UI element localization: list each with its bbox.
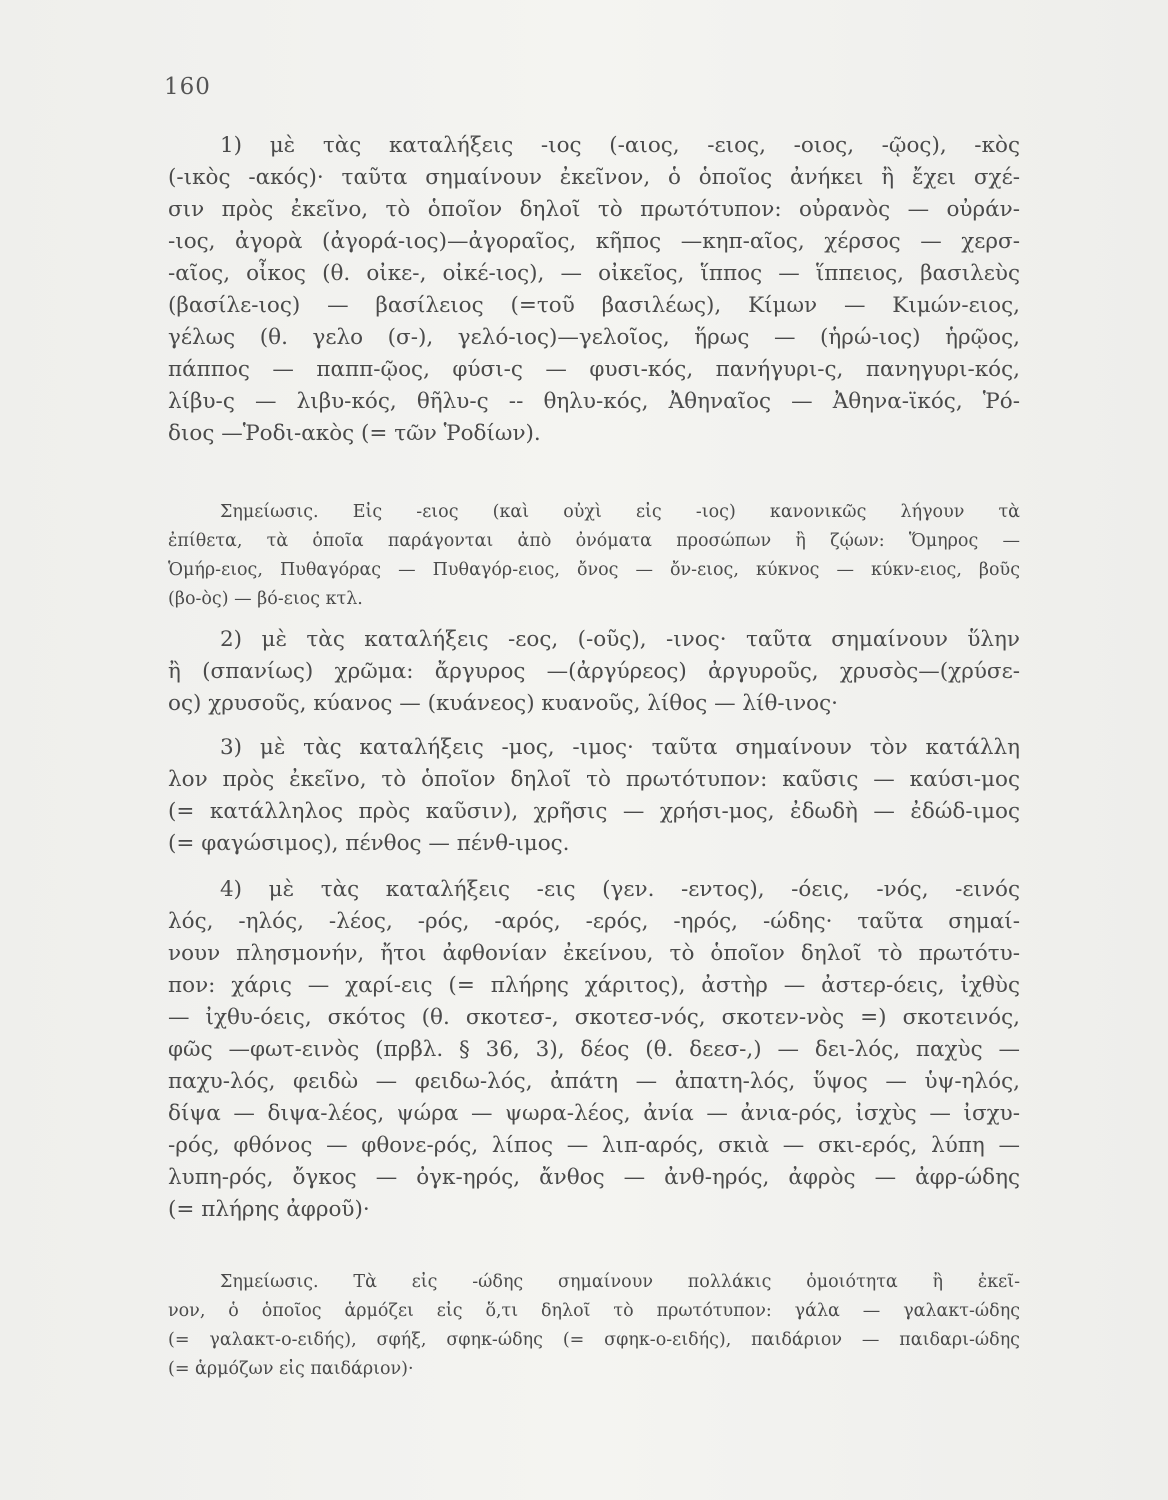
- section-1-paragraph: [168, 130, 1020, 450]
- text-line: 4) μὲ τὰς καταλήξεις -εις (γεν. -εντος), -όεις, -νός, -εινός: [220, 877, 1020, 902]
- section-2-paragraph: [168, 624, 1020, 720]
- section-4-paragraph: [168, 874, 1020, 1226]
- note-1-paragraph: [168, 498, 1020, 614]
- text-line: νουν πλησμονήν, ἤτοι ἀφθονίαν ἐκείνου, τὸ ὁποῖον δηλοῖ τὸ πρωτότυ-: [168, 941, 1020, 966]
- text-line: λυπη-ρός, ὄγκος — ὀγκ-ηρός, ἄνθος — ἀνθ-ηρός, ἀφρὸς — ἀφρ-ώδης: [168, 1165, 1020, 1190]
- note-line: Σημείωσις. Τὰ εἰς -ώδης σημαίνουν πολλάκις ὁμοιότητα ἢ ἐκεῖ-: [220, 1272, 1020, 1292]
- text-line: παχυ-λός, φειδὼ — φειδω-λός, ἀπάτη — ἀπατη-λός, ὕψος — ὑψ-ηλός,: [168, 1069, 1020, 1094]
- text-line: -αῖος, οἶκος (θ. οἰκε-, οἰκέ-ιος), — οἰκεῖος, ἵππος — ἵππειος, βασιλεὺς: [168, 261, 1020, 286]
- note-line: Σημείωσις. Εἰς -ειος (καὶ οὐχὶ εἰς -ιος) κανονικῶς λήγουν τὰ: [220, 502, 1020, 522]
- text-line: 1) μὲ τὰς καταλήξεις -ιος (-αιος, -ειος, -οιος, -ῷος), -κὸς: [220, 133, 1020, 158]
- text-line: δίψα — διψα-λέος, ψώρα — ψωρα-λέος, ἀνία — ἀνια-ρός, ἰσχὺς — ἰσχυ-: [168, 1101, 1020, 1126]
- text-line: γέλως (θ. γελο (σ-), γελό-ιος)—γελοῖος, ἥρως — (ἡρώ-ιος) ἡρῷος,: [168, 325, 1020, 350]
- text-line: (= πλήρης ἀφροῦ)·: [168, 1197, 370, 1222]
- text-line: -ιος, ἀγορὰ (ἀγορά-ιος)—ἀγοραῖος, κῆπος —κηπ-αῖος, χέρσος — χερσ-: [168, 229, 1020, 254]
- text-line: (βασίλε-ιος) — βασίλειος (=τοῦ βασιλέως), Κίμων — Κιμών-ειος,: [168, 293, 1020, 318]
- text-line: (= κατάλληλος πρὸς καῦσιν), χρῆσις — χρήσι-μος, ἐδωδὴ — ἐδώδ-ιμος: [168, 799, 1020, 824]
- note-line: νον, ὁ ὁποῖος ἁρμόζει εἰς ὅ,τι δηλοῖ τὸ πρωτότυπον: γάλα — γαλακτ-ώδης: [168, 1301, 1020, 1321]
- text-line: — ἰχθυ-όεις, σκότος (θ. σκοτεσ-, σκοτεσ-νός, σκοτεν-νὸς =) σκοτεινός,: [168, 1005, 1020, 1030]
- text-line: διος —Ῥοδι-ακὸς (= τῶν Ῥοδίων).: [168, 421, 541, 446]
- text-line: ος) χρυσοῦς, κύανος — (κυάνεος) κυανοῦς, λίθος — λίθ-ινος·: [168, 691, 838, 716]
- page-number: 160: [164, 74, 211, 100]
- text-line: (-ικὸς -ακός)· ταῦτα σημαίνουν ἐκεῖνον, ὁ ὁποῖος ἀνήκει ἢ ἔχει σχέ-: [168, 165, 1020, 190]
- text-line: (= φαγώσιμος), πένθος — πένθ-ιμος.: [168, 831, 570, 856]
- note-line: (= γαλακτ-ο-ειδής), σφήξ, σφηκ-ώδης (= σφηκ-ο-ειδής), παιδάριον — παιδαρι-ώδης: [168, 1330, 1020, 1350]
- note-line: Ὁμήρ-ειος, Πυθαγόρας — Πυθαγόρ-ειος, ὄνος — ὄν-ειος, κύκνος — κύκν-ειος, βοῦς: [168, 560, 1020, 580]
- note-line: (= ἁρμόζων εἰς παιδάριον)·: [168, 1359, 414, 1379]
- note-line: ἐπίθετα, τὰ ὁποῖα παράγονται ἀπὸ ὀνόματα προσώπων ἢ ζῴων: Ὅμηρος —: [168, 531, 1020, 551]
- text-line: σιν πρὸς ἐκεῖνο, τὸ ὁποῖον δηλοῖ τὸ πρωτότυπον: οὐρανὸς — οὐράν-: [168, 197, 1020, 222]
- text-line: 3) μὲ τὰς καταλήξεις -μος, -ιμος· ταῦτα σημαίνουν τὸν κατάλλη: [220, 735, 1020, 760]
- text-line: λον πρὸς ἐκεῖνο, τὸ ὁποῖον δηλοῖ τὸ πρωτότυπον: καῦσις — καύσι-μος: [168, 767, 1020, 792]
- text-line: 2) μὲ τὰς καταλήξεις -εος, (-οῦς), -ινος· ταῦτα σημαίνουν ὕλην: [220, 627, 1020, 652]
- text-line: λός, -ηλός, -λέος, -ρός, -αρός, -ερός, -ηρός, -ώδης· ταῦτα σημαί-: [168, 909, 1020, 934]
- note-line: (βο-ὸς) — βό-ειος κτλ.: [168, 589, 363, 609]
- section-3-paragraph: [168, 732, 1020, 860]
- text-line: πάππος — παππ-ῷος, φύσι-ς — φυσι-κός, πανήγυρι-ς, πανηγυρι-κός,: [168, 357, 1020, 382]
- text-line: λίβυ-ς — λιβυ-κός, θῆλυ-ς -- θηλυ-κός, Ἀθηναῖος — Ἀθηνα-ϊκός, Ῥό-: [168, 389, 1020, 414]
- text-line: ἢ (σπανίως) χρῶμα: ἄργυρος —(ἀργύρεος) ἀργυροῦς, χρυσὸς—(χρύσε-: [168, 659, 1020, 684]
- text-line: -ρός, φθόνος — φθονε-ρός, λίπος — λιπ-αρός, σκιὰ — σκι-ερός, λύπη —: [168, 1133, 1020, 1158]
- text-line: φῶς —φωτ-εινὸς (πρβλ. § 36, 3), δέος (θ. δεεσ-,) — δει-λός, παχὺς —: [168, 1037, 1020, 1062]
- text-line: πον: χάρις — χαρί-εις (= πλήρης χάριτος), ἀστὴρ — ἀστερ-όεις, ἰχθὺς: [168, 973, 1020, 998]
- note-2-paragraph: [168, 1268, 1020, 1384]
